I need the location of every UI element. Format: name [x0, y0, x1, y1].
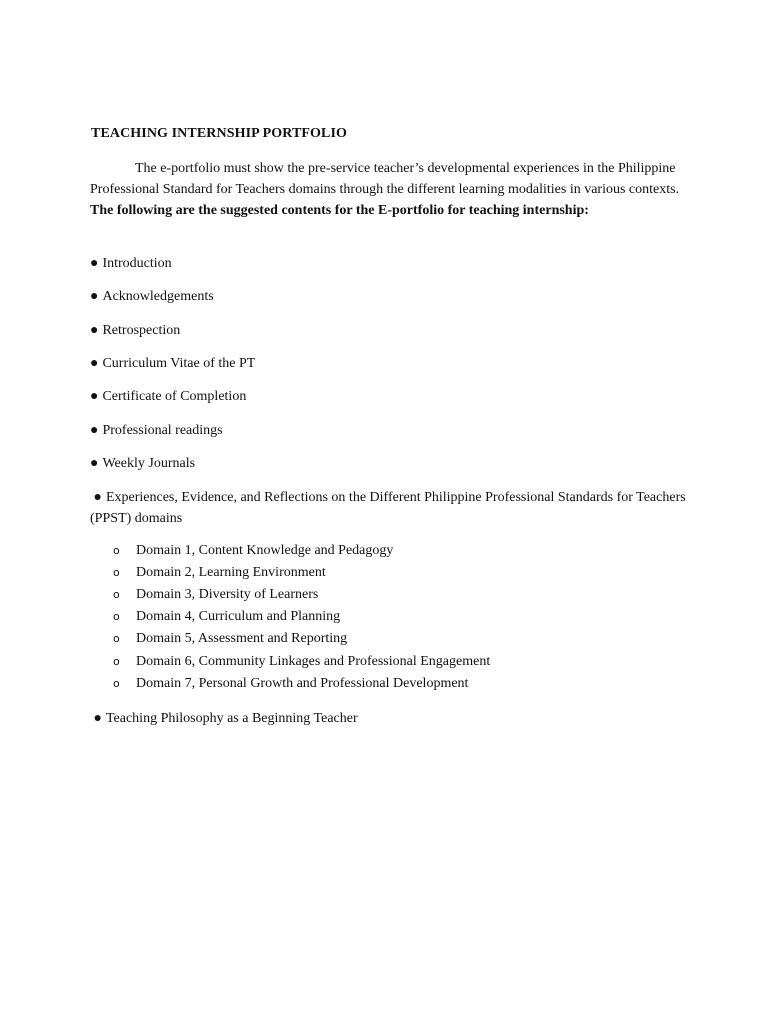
circle-marker-icon: o [113, 588, 120, 601]
domain-label: Domain 3, Diversity of Learners [136, 587, 319, 602]
list-item-teaching-philosophy [90, 709, 358, 729]
circle-marker-icon: o [113, 566, 120, 579]
domain-item-7 [113, 674, 468, 694]
list-item-label: Experiences, Evidence, and Reflections on the Different Philippine Professional Standards for Teachers (PPST) domains [90, 490, 686, 526]
list-item-label: Retrospection [102, 323, 181, 338]
list-item-retrospection [90, 321, 180, 341]
list-item-professional-readings [90, 421, 223, 441]
list-item-weekly-journals [90, 454, 195, 474]
bullet-icon: ● [93, 711, 102, 726]
list-item-label: Professional readings [102, 423, 223, 438]
bullet-icon: ● [90, 323, 99, 338]
domain-item-6 [113, 652, 490, 672]
circle-marker-icon: o [113, 544, 120, 557]
circle-marker-icon: o [113, 610, 120, 623]
domain-item-1 [113, 541, 393, 561]
list-item-label: Acknowledgements [102, 289, 214, 304]
bullet-icon: ● [90, 456, 99, 471]
domain-label: Domain 5, Assessment and Reporting [136, 631, 348, 646]
intro-bold-text: The following are the suggested contents for the E-portfolio for teaching internship: [90, 202, 589, 218]
list-item-introduction [90, 254, 172, 274]
document-title: TEACHING INTERNSHIP PORTFOLIO [91, 126, 348, 141]
list-item-label: Certificate of Completion [102, 389, 247, 404]
bullet-icon: ● [90, 289, 99, 304]
domain-label: Domain 4, Curriculum and Planning [136, 609, 341, 624]
bullet-icon: ● [90, 256, 99, 271]
domain-label: Domain 7, Personal Growth and Professional Development [136, 676, 469, 691]
list-item-experiences [90, 487, 690, 529]
list-item-acknowledgements [90, 287, 214, 307]
domain-item-5 [113, 629, 347, 649]
bullet-icon: ● [90, 423, 99, 438]
circle-marker-icon: o [113, 632, 120, 645]
domain-label: Domain 6, Community Linkages and Professional Engagement [136, 654, 491, 669]
circle-marker-icon: o [113, 655, 120, 668]
list-item-label: Curriculum Vitae of the PT [102, 356, 256, 371]
list-item-label: Introduction [102, 256, 172, 271]
intro-text: The e-portfolio must show the pre-service teacher’s developmental experiences in the Philippine Professional Standard for Teachers domains through the different learning modalities in various contexts. [90, 161, 680, 197]
domain-item-4 [113, 607, 340, 627]
domain-item-3 [113, 585, 318, 605]
list-item-certificate [90, 387, 246, 407]
domain-label: Domain 1, Content Knowledge and Pedagogy [136, 543, 394, 558]
bullet-icon: ● [90, 356, 99, 371]
domain-label: Domain 2, Learning Environment [136, 565, 326, 580]
list-item-label: Weekly Journals [102, 456, 196, 471]
list-item-curriculum-vitae [90, 354, 255, 374]
list-item-label: Teaching Philosophy as a Beginning Teacher [105, 711, 358, 726]
bullet-icon: ● [90, 389, 99, 404]
domain-item-2 [113, 563, 326, 583]
intro-paragraph [90, 159, 690, 221]
bullet-icon: ● [93, 490, 102, 505]
circle-marker-icon: o [113, 677, 120, 690]
